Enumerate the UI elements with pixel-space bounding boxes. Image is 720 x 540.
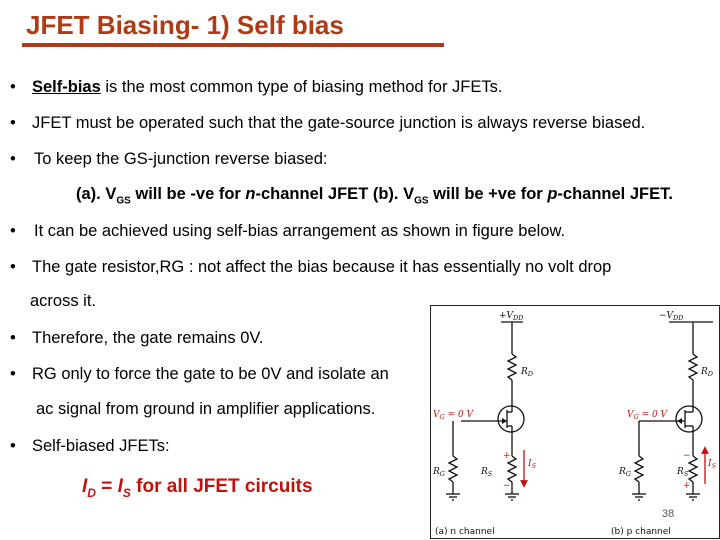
bullet-rg-role: • RG only to force the gate to be 0V and isolate an: [10, 365, 389, 383]
supply-label-a: $+V_{DD}$: [499, 311, 524, 322]
rd-label-a: $R_D$: [521, 367, 533, 378]
jfet-symbol-b: [676, 406, 702, 432]
caption-a: (a) n channel: [435, 527, 495, 537]
slide-title: JFET Biasing- 1) Self bias: [26, 10, 344, 40]
plus-sign-a: +: [503, 451, 511, 461]
rs-label-a: $R_S$: [481, 467, 493, 478]
rg-label-b: $R_G$: [619, 467, 631, 478]
rd-resistor-b: [689, 354, 697, 380]
self-bias-term: Self-bias: [32, 78, 101, 96]
circuit-diagrams-svg: [431, 306, 719, 538]
self-bias-circuit-figure: [430, 305, 720, 539]
bullet-self-bias: • Self-bias is the most common type of biasing method for JFETs.: [10, 78, 503, 96]
minus-sign-a: −: [503, 481, 511, 491]
rd-label-b: $R_D$: [701, 367, 713, 378]
bullet-self-bias-arrangement: • It can be achieved using self-bias arrangement as shown in figure below.: [10, 222, 566, 240]
rg-resistor-b: [635, 456, 643, 482]
rg-resistor-a: [449, 456, 457, 482]
jfet-symbol-a: [498, 406, 524, 432]
rd-resistor-a: [508, 354, 516, 380]
bullet-rg-role-cont: ac signal from ground in amplifier applications.: [36, 400, 376, 418]
supply-label-b: $-V_{DD}$: [659, 311, 684, 322]
plus-sign-b: +: [683, 481, 691, 491]
vg-label-a: $V_G = 0$ V: [433, 410, 474, 421]
title-underline: [22, 43, 444, 47]
bullet-dot: •: [10, 78, 16, 96]
p-channel-circuit: [611, 311, 717, 537]
slide-number: 38: [662, 508, 675, 520]
n-channel-circuit: [432, 311, 537, 537]
id-equals-is-equation: $I_D = I_S$ for all JFET circuits: [82, 476, 313, 500]
is-label-b: $I_S$: [708, 459, 717, 470]
rg-label-a: $R_G$: [433, 467, 445, 478]
rs-label-b: $R_S$: [677, 467, 689, 478]
bullet-gate-resistor: • The gate resistor,RG : not affect the bias because it has essentially no volt drop: [10, 258, 612, 276]
is-label-a: $I_S$: [528, 459, 537, 470]
bullet-reverse-biased: • JFET must be operated such that the gate-source junction is always reverse biased.: [10, 114, 646, 132]
caption-b: (b) p channel: [611, 527, 671, 537]
vg-label-b: $V_G = 0$ V: [627, 410, 668, 421]
minus-sign-b: −: [683, 451, 691, 461]
bullet-gate-0v: • Therefore, the gate remains 0V.: [10, 329, 264, 347]
bullet-keep-gs: • To keep the GS-junction reverse biased:: [10, 150, 328, 168]
bullet-gate-resistor-cont: across it.: [30, 292, 97, 310]
bullet-self-biased-jfets: • Self-biased JFETs:: [10, 437, 170, 455]
vgs-polarity-line: (a). $V_{GS}$ will be -ve for n-channel JFET (b). $V_{GS}$ will be +ve for p-channel JFET.: [76, 185, 673, 207]
